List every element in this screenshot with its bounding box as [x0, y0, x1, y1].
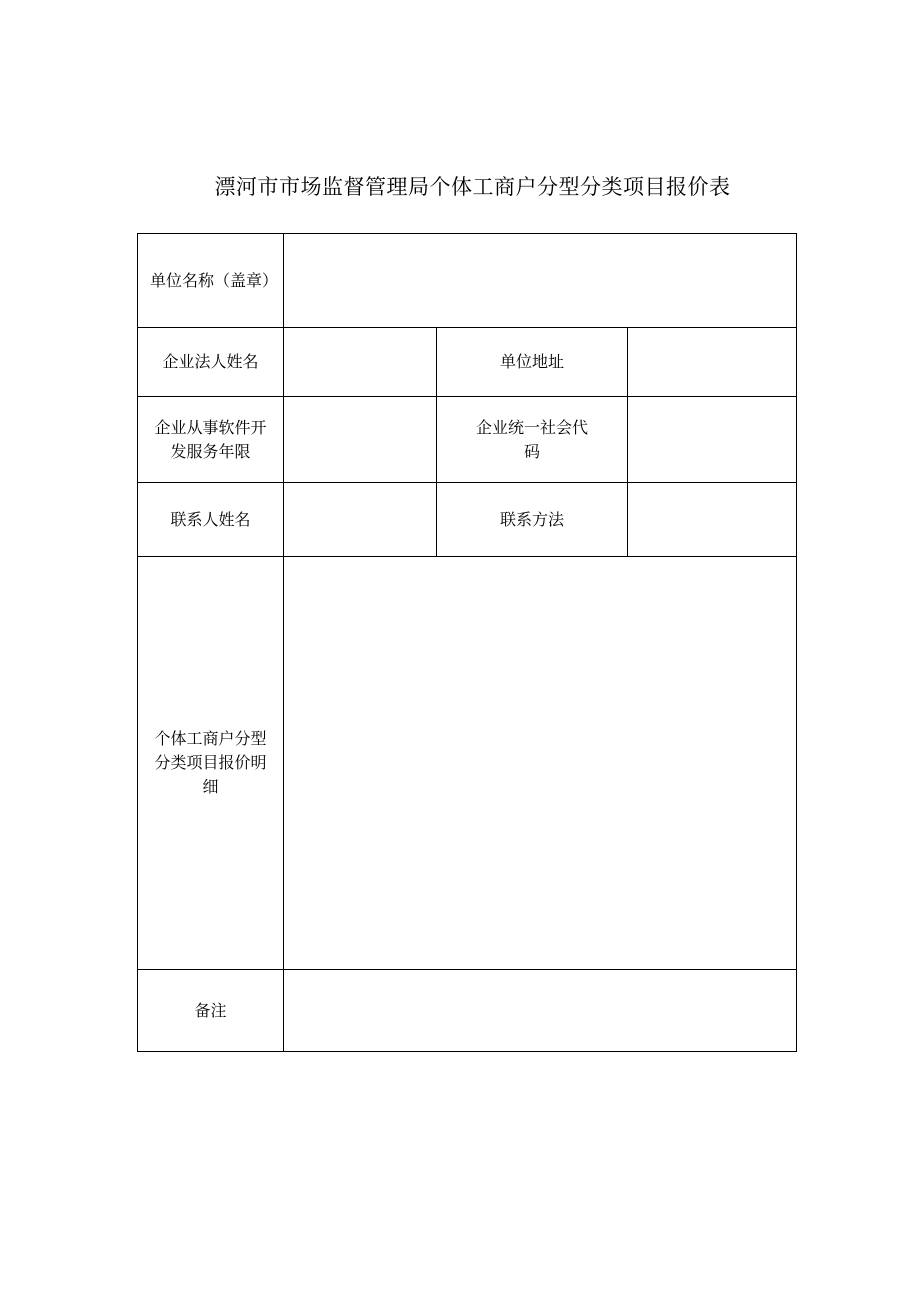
quote-form-table — [137, 233, 797, 1052]
legal-person-label: 企业法人姓名 — [162, 352, 259, 371]
row-unit-name — [138, 234, 797, 328]
quote-detail-label-cell — [138, 557, 284, 970]
unit-address-field[interactable] — [628, 328, 797, 397]
quote-detail-label: 个体工商户分型分类项目报价明细 — [154, 729, 267, 796]
row-remarks — [138, 970, 797, 1052]
remarks-field[interactable] — [284, 970, 797, 1052]
credit-code-label-cell — [437, 397, 628, 483]
contact-method-label: 联系方法 — [499, 509, 564, 529]
contact-person-field[interactable] — [284, 483, 437, 557]
contact-person-label-cell — [138, 483, 284, 557]
contact-method-field[interactable] — [628, 483, 797, 557]
page-title: 漂河市市场监督管理局个体工商户分型分类项目报价表 — [214, 175, 731, 199]
quote-detail-field[interactable] — [284, 557, 797, 970]
unit-name-field[interactable] — [284, 234, 797, 328]
remarks-label-cell — [138, 970, 284, 1052]
row-service-years — [138, 397, 797, 483]
credit-code-field[interactable] — [628, 397, 797, 483]
contact-method-label-cell — [437, 483, 628, 557]
unit-name-label-cell — [138, 234, 284, 328]
service-years-field[interactable] — [284, 397, 437, 483]
row-quote-detail — [138, 557, 797, 970]
service-years-label-cell — [138, 397, 284, 483]
legal-person-label-cell — [138, 328, 284, 397]
unit-address-label-cell — [437, 328, 628, 397]
credit-code-label: 企业统一社会代码 — [475, 417, 588, 461]
service-years-label: 企业从事软件开发服务年限 — [154, 417, 267, 461]
row-legal-person — [138, 328, 797, 397]
remarks-label: 备注 — [194, 1000, 227, 1020]
row-contact — [138, 483, 797, 557]
legal-person-field[interactable] — [284, 328, 437, 397]
contact-person-label: 联系人姓名 — [170, 509, 251, 529]
unit-name-label: 单位名称（盖章） — [150, 270, 279, 290]
unit-address-label: 单位地址 — [499, 352, 564, 371]
